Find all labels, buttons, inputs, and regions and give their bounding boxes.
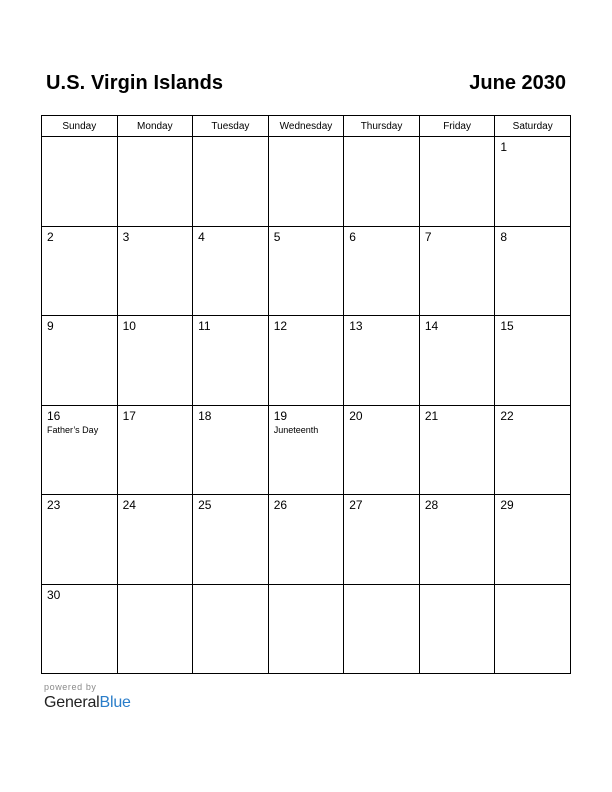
holiday-label: Father’s Day: [47, 424, 99, 435]
calendar-day-cell: [193, 495, 269, 585]
calendar-day-cell: [117, 495, 193, 585]
month-calendar-grid: [41, 115, 571, 674]
day-number: [193, 137, 268, 141]
powered-by-text: powered by: [44, 682, 97, 692]
calendar-day-cell: [42, 226, 118, 316]
calendar-day-cell: [344, 405, 420, 495]
day-number: 18: [198, 408, 212, 423]
calendar-day-cell: [117, 226, 193, 316]
calendar-day-cell: [268, 226, 344, 316]
calendar-day-cell: [419, 226, 495, 316]
day-number: 10: [122, 319, 136, 333]
calendar-day-cell: [42, 584, 118, 674]
calendar-day-cell: [268, 316, 344, 406]
day-number: 6: [349, 229, 356, 244]
day-number: 8: [500, 229, 508, 244]
calendar-week-row: [42, 495, 571, 585]
calendar-day-cell: [419, 405, 495, 495]
day-number: 27: [349, 498, 363, 512]
calendar-day-cell: [495, 405, 571, 495]
calendar-day-cell: [42, 495, 118, 585]
calendar-body: [42, 137, 571, 674]
calendar-day-cell: [193, 584, 269, 674]
day-number: 16: [47, 408, 61, 423]
day-number: 13: [349, 319, 363, 333]
day-number: 21: [424, 408, 439, 423]
calendar-day-cell: [42, 405, 118, 495]
calendar-day-cell: [117, 405, 193, 495]
day-number: 22: [500, 408, 514, 423]
calendar-day-cell: [193, 226, 269, 316]
calendar-day-cell: [419, 495, 495, 585]
brand-blue-text: Blue: [99, 694, 131, 711]
calendar-day-cell: [42, 137, 118, 227]
calendar-day-cell: [419, 316, 495, 406]
weekday-sunday: Sunday: [42, 116, 118, 137]
calendar-day-cell: [117, 316, 193, 406]
calendar-header: [46, 72, 566, 98]
calendar-week-row: [42, 137, 571, 227]
calendar-day-cell: [495, 584, 571, 674]
day-number: 20: [349, 408, 363, 423]
calendar-day-cell: [344, 316, 420, 406]
day-number: 26: [273, 498, 288, 512]
weekday-friday: Friday: [419, 116, 495, 137]
weekday-monday: Monday: [117, 116, 193, 137]
day-number: [269, 137, 344, 141]
day-number: 19: [273, 408, 288, 423]
day-number: 30: [47, 587, 61, 602]
day-number: [193, 585, 268, 589]
calendar-day-cell: [495, 316, 571, 406]
calendar-week-row: [42, 226, 571, 316]
holiday-label: Juneteenth: [273, 424, 319, 435]
calendar-day-cell: [268, 405, 344, 495]
day-number: 1: [500, 140, 508, 154]
day-number: 12: [273, 319, 288, 333]
calendar-day-cell: [268, 495, 344, 585]
day-number: [344, 137, 419, 141]
day-number: [118, 137, 193, 141]
footer-branding: [44, 682, 131, 712]
brand-general-text: General: [44, 694, 100, 711]
day-number: [495, 585, 570, 589]
day-number: 11: [198, 319, 211, 333]
calendar-day-cell: [495, 226, 571, 316]
calendar-day-cell: [344, 584, 420, 674]
day-number: 24: [122, 498, 136, 512]
calendar-week-row: [42, 316, 571, 406]
calendar-day-cell: [268, 584, 344, 674]
calendar-week-row: [42, 584, 571, 674]
day-number: 3: [122, 229, 130, 244]
calendar-day-cell: [193, 405, 269, 495]
calendar-day-cell: [268, 137, 344, 227]
day-number: 17: [122, 408, 136, 423]
calendar-day-cell: [495, 495, 571, 585]
calendar-day-cell: [344, 226, 420, 316]
weekday-saturday: Saturday: [495, 116, 571, 137]
day-number: 5: [273, 229, 281, 244]
calendar-day-cell: [344, 495, 420, 585]
day-number: 28: [424, 498, 439, 512]
day-number: [344, 585, 419, 589]
weekday-tuesday: Tuesday: [193, 116, 269, 137]
day-number: [42, 137, 117, 141]
calendar-day-cell: [495, 137, 571, 227]
day-number: [269, 585, 344, 589]
day-number: [420, 137, 495, 141]
day-number: [420, 585, 495, 589]
generalblue-logo[interactable]: [44, 694, 131, 712]
weekday-thursday: Thursday: [344, 116, 420, 137]
day-number: 29: [500, 498, 514, 512]
weekday-wednesday: Wednesday: [268, 116, 344, 137]
calendar-week-row: [42, 405, 571, 495]
day-number: 23: [47, 498, 61, 512]
day-number: 15: [500, 319, 514, 333]
country-title: U.S. Virgin Islands: [46, 72, 224, 94]
day-number: 7: [424, 229, 432, 244]
day-number: 25: [198, 498, 212, 512]
weekday-header-row: [42, 116, 571, 137]
calendar-day-cell: [419, 584, 495, 674]
calendar-day-cell: [193, 316, 269, 406]
day-number: [118, 585, 193, 589]
calendar-day-cell: [193, 137, 269, 227]
day-number: 2: [47, 229, 54, 244]
calendar-day-cell: [344, 137, 420, 227]
day-number: 9: [47, 319, 54, 333]
calendar-day-cell: [419, 137, 495, 227]
calendar-day-cell: [117, 137, 193, 227]
day-number: 4: [198, 229, 205, 244]
day-number: 14: [424, 319, 439, 333]
calendar-day-cell: [117, 584, 193, 674]
calendar-day-cell: [42, 316, 118, 406]
month-year-title: June 2030: [469, 72, 566, 94]
